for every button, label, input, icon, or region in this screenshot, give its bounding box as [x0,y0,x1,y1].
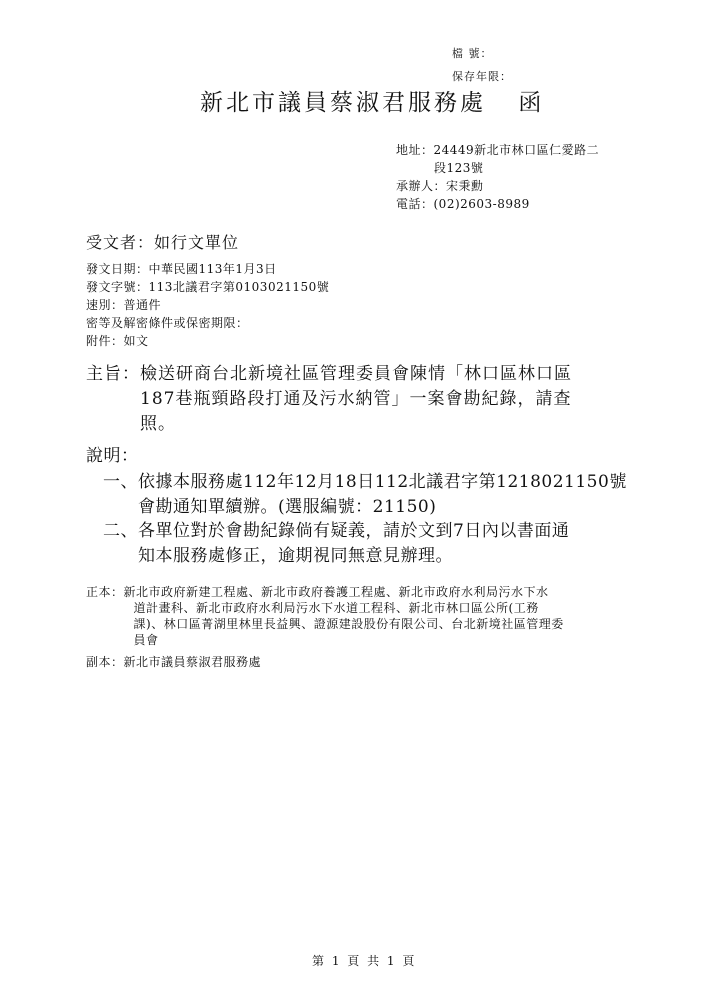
copy-recipients: 新北市議員蔡淑君服務處 [123,655,262,669]
main-recipients-label: 正本： [86,585,124,599]
explanation-item [103,470,627,520]
subject-line-1: 檢送研商台北新境社區管理委員會陳情「林口區林口區 [140,364,572,384]
issue-info [86,260,329,350]
document-type: 函 [518,90,545,116]
main-recipients-line-2: 道計畫科、新北市政府水利局污水下水道工程科、新北市林口區公所(工務 [133,601,539,615]
distribution-copy [86,654,261,670]
explanation-item [103,519,569,569]
main-recipients-line-1: 新北市政府新建工程處、新北市政府養護工程處、新北市政府水利局污水下水 [123,585,549,599]
explanation-item-line-2: 會勘通知單續辦。(選服編號：21150) [138,497,437,517]
page-number: 第 1 頁 共 1 頁 [312,954,417,968]
issue-date: 發文日期：中華民國113年1月3日 [86,262,277,276]
explanation-item-line-2: 知本服務處修正，逾期視同無意見辦理。 [138,546,453,566]
secrecy-level: 密等及解密條件或保密期限： [86,316,249,330]
contact-block [396,141,599,213]
explanation-item-line-1: 依據本服務處112年12月18日112北議君字第1218021150號 [138,472,627,492]
subject-block [86,362,572,437]
attachment: 附件：如文 [86,334,149,348]
distribution-main [86,584,564,648]
address-line-2: 段123號 [434,161,484,175]
main-recipients-line-3: 課)、林口區菁湖里林里長益興、證源建設股份有限公司、台北新境社區管理委 [133,617,564,631]
file-number-label: 檔 號： [452,47,493,60]
explanation-item-number: 二、 [103,521,138,541]
subject-label: 主旨： [86,364,140,384]
explanation-item-line-1: 各單位對於會勘紀錄倘有疑義，請於文到7日內以書面通 [138,521,570,541]
phone: 電話：(02)2603-8989 [396,197,530,211]
explanation-item-number: 一、 [103,472,138,492]
subject-line-2: 187巷瓶頸路段打通及污水納管」一案會勘紀錄，請查 [140,389,572,409]
office-name: 新北市議員蔡淑君服務處 [200,90,486,116]
recipient: 受文者：如行文單位 [86,233,240,252]
subject-line-3: 照。 [140,414,176,434]
handler: 承辦人：宋秉勳 [396,179,484,193]
speed-class: 速別：普通件 [86,298,162,312]
explanation-label: 說明： [86,446,139,466]
issue-number: 發文字號：113北議君字第0103021150號 [86,280,330,294]
retention-period-label: 保存年限： [452,70,512,83]
address-line-1: 地址：24449新北市林口區仁愛路二 [396,143,600,157]
document-title [200,84,544,117]
main-recipients-line-4: 員會 [133,633,159,647]
copy-recipients-label: 副本： [86,655,124,669]
